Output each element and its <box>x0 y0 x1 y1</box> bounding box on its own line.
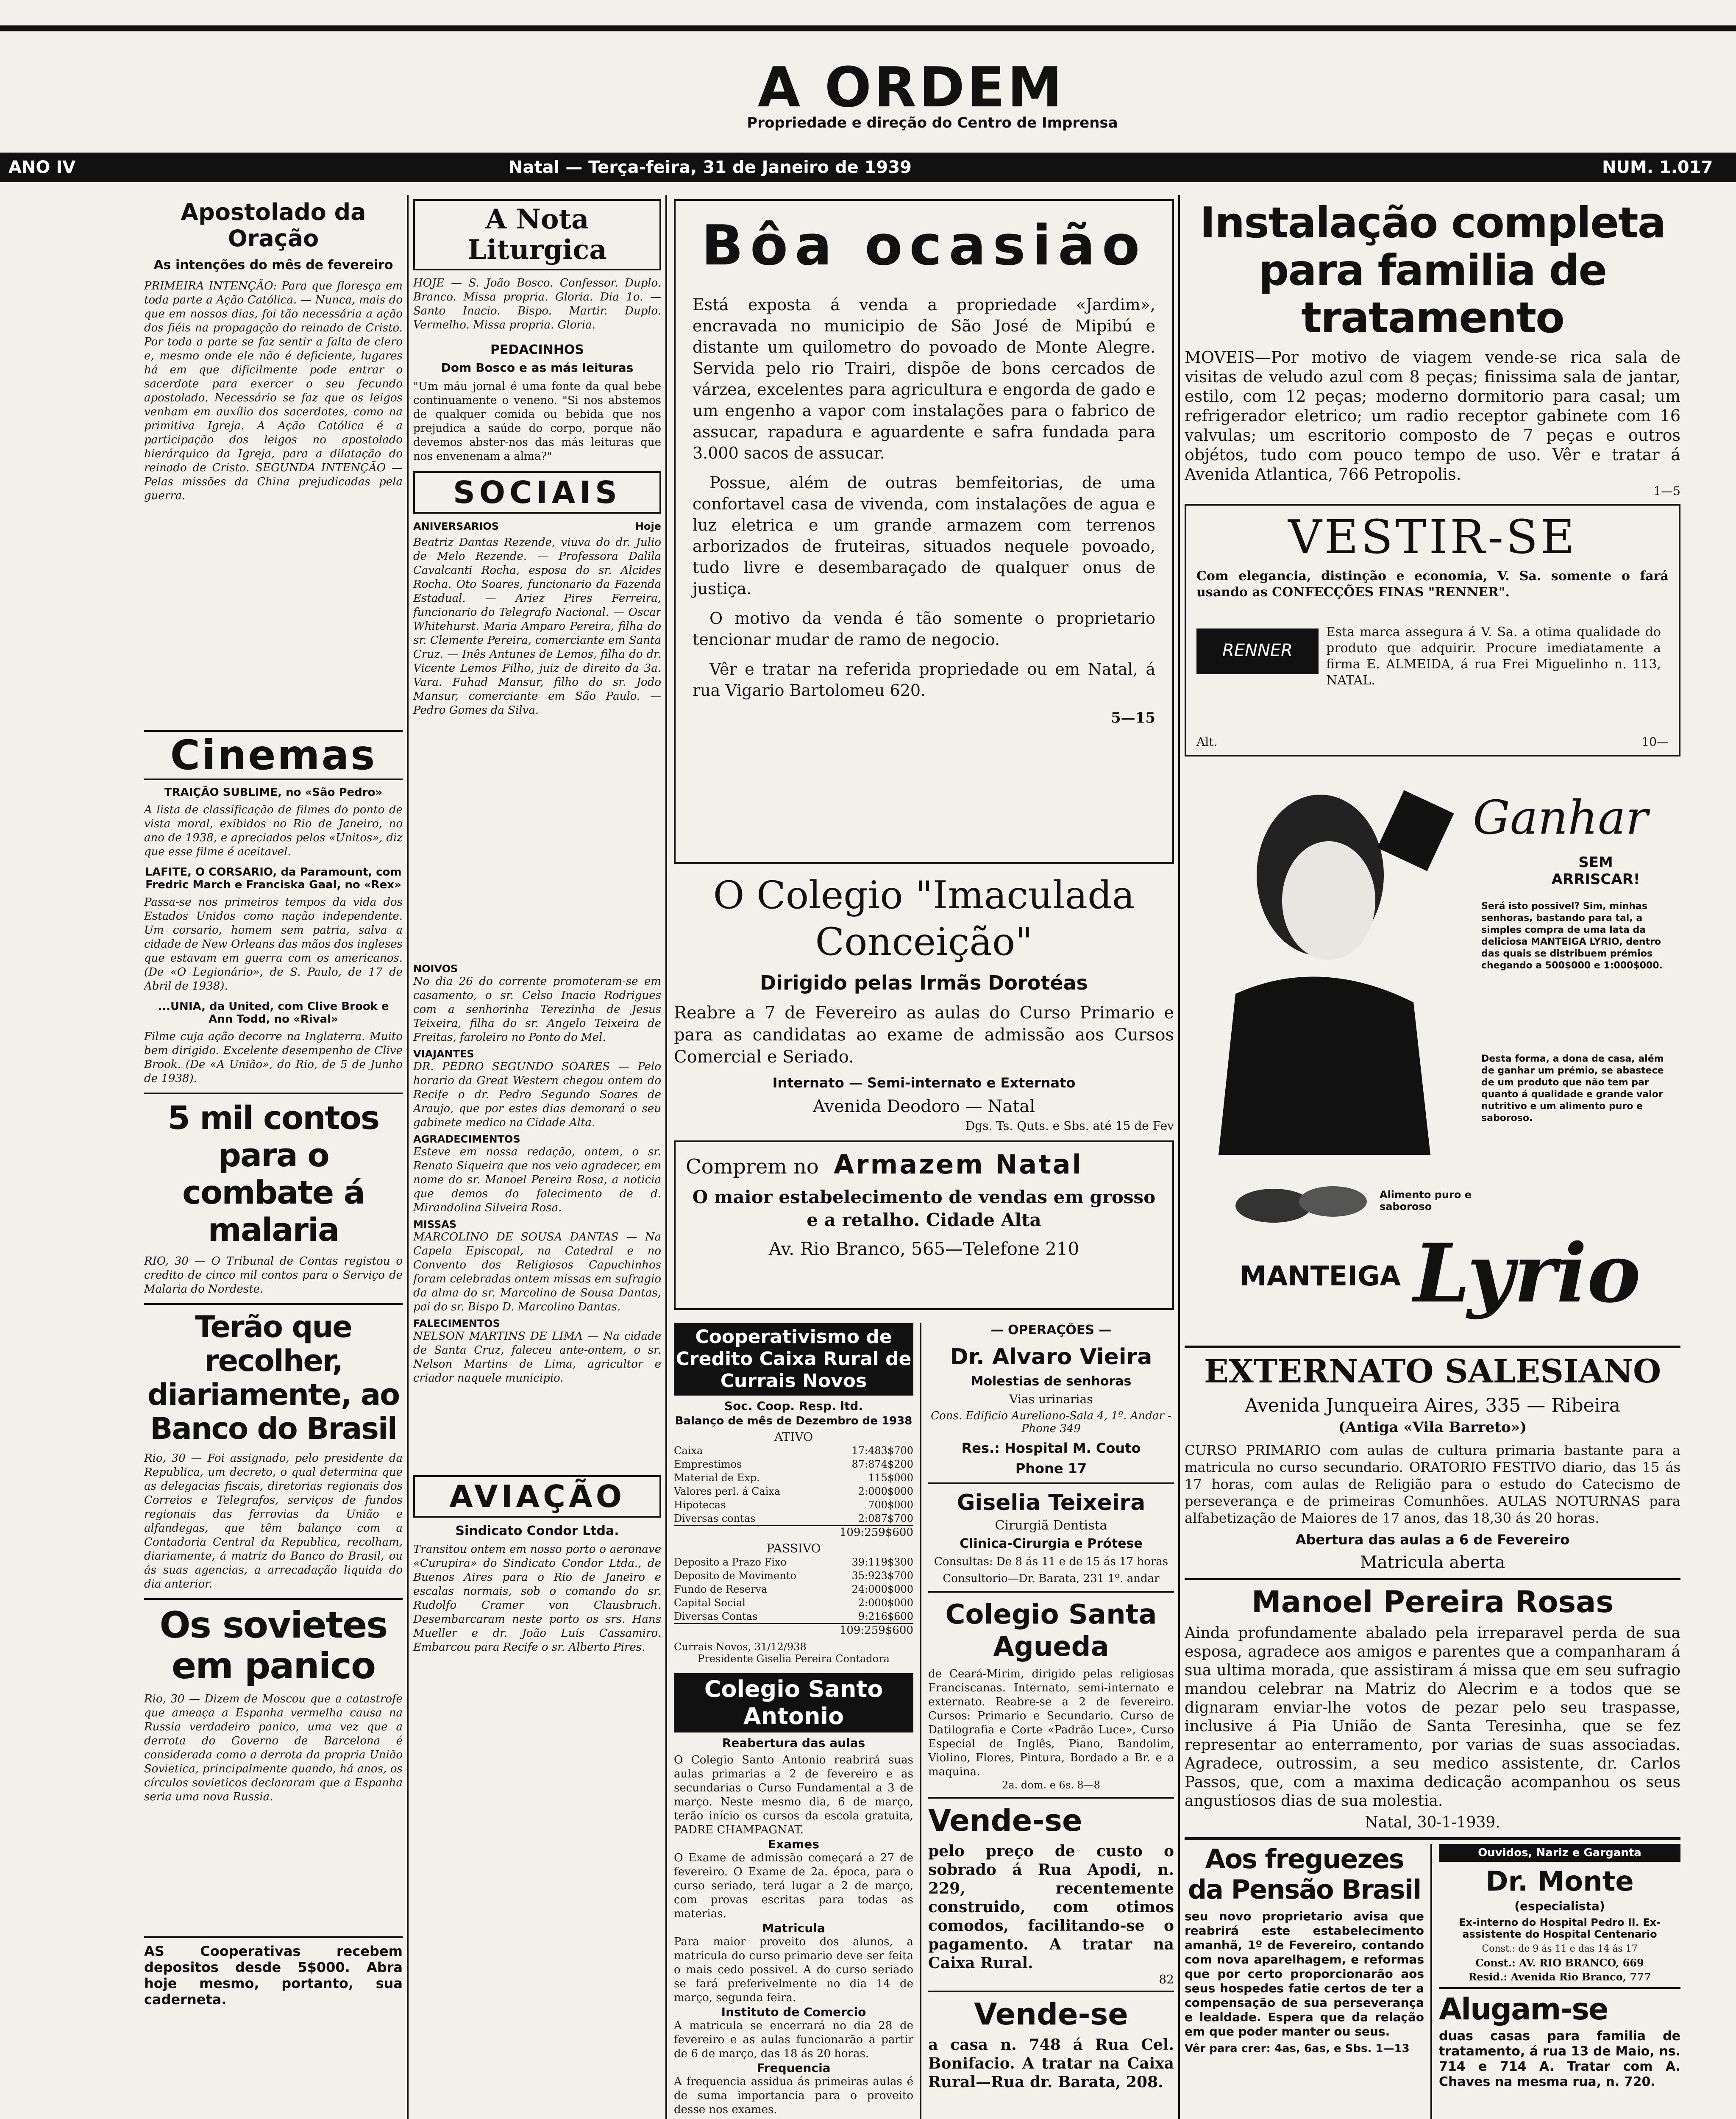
monte-body: Ex-interno do Hospital Pedro II. Ex-assistente do Hospital Centenario <box>1458 1916 1661 1940</box>
coop-title: Cooperativismo de Credito Caixa Rural de Currais Novos <box>674 1323 913 1396</box>
armazem-body: O maior estabelecimento de vendas em grosso e a retalho. Cidade Alta <box>692 1187 1156 1230</box>
balance-label: Material de Exp. <box>674 1472 760 1484</box>
colegio-ref: Dgs. Ts. Quts. e Sbs. até 15 de Fev <box>965 1119 1174 1133</box>
cinema-2-heading: LAFITE, O CORSARIO, da Paramount, com Fredric March e Franciska Gaal, no «Rex» <box>145 866 402 891</box>
balance-label: Diversas contas <box>674 1513 756 1524</box>
manteiga-ad <box>1185 765 1680 1341</box>
noivos-heading: NOIVOS <box>413 963 458 975</box>
pensao-brasil-footer: Vêr para crer: 4as, 6as, e Sbs. 1—13 <box>1185 2042 1410 2055</box>
balance-label: Fundo de Reserva <box>674 1583 768 1595</box>
missas-heading: MISSAS <box>413 1218 457 1230</box>
vende-se-1-title: Vende-se <box>928 1803 1082 1838</box>
apostolado-title: Apostolado da Oração <box>181 199 366 252</box>
santo-antonio-body-5: A frequencia assidua ás primeiras aulas é de suma importancia para o proveito desse nos exames. <box>674 2075 913 2116</box>
vende-se-1-ref: 82 <box>1159 1972 1174 1986</box>
sovietes-title: Os sovietes em panico <box>159 1604 387 1687</box>
alugam-se-title: Alugam-se <box>1439 1992 1608 2027</box>
balance-value: 2:000$000 <box>858 1597 913 1609</box>
woman-illustration <box>1193 773 1456 1155</box>
ativo-table <box>674 1444 913 1525</box>
externato-address: Avenida Junqueira Aires, 335 — Ribeira <box>1244 1395 1621 1416</box>
passivo-total: 109:259$600 <box>674 1623 913 1637</box>
balance-value: 24:000$000 <box>851 1583 913 1595</box>
santo-antonio-body: O Colegio Santo Antonio reabrirá suas aulas primarias a 2 de fevereiro e as secundarias o Curso Fundamental a 3 de março. Neste mesmo dia, 6 de março, terão início os cursos da escola gratuita, PADRE CHAMPAGNAT. <box>674 1754 913 1836</box>
sociais-title: SOCIAIS <box>453 475 622 510</box>
balance-value: 39:119$300 <box>851 1556 913 1568</box>
alvaro-phone: Phone 17 <box>1015 1460 1087 1477</box>
colegio-imaculada-subtitle: Dirigido pelas Irmãs Dorotéas <box>760 971 1088 994</box>
agueda-title: Colegio Santa Agueda <box>945 1599 1157 1663</box>
balance-label: Deposito a Prazo Fixo <box>674 1556 787 1568</box>
dateline-bar <box>0 153 1736 182</box>
balance-row <box>674 1569 913 1582</box>
externato-body: CURSO PRIMARIO com aulas de cultura primaria bastante para a matricula no curso secundario. ORATORIO FESTIVO diario, das 15 ás 17 horas, com aulas de Religião para o estudo do Catecismo de perseverança e de primeiras Comunhões. AULAS NOTURNAS para alfabetização de Maiores de 17 anos, das 18,30 ás 20 horas. <box>1185 1442 1680 1526</box>
coop-balanco: Balanço de mês de Dezembro de 1938 <box>675 1415 913 1427</box>
santo-antonio-body-3: Para maior proveito dos alunos, a matricula do curso primario deve ser feita o mais cedo possivel. A do curso seriado se fará preferivelmente no dia 14 de março, segunda feira. <box>674 1935 913 2004</box>
column-3-lower <box>674 1323 1174 2119</box>
balance-value: 9:216$600 <box>858 1610 913 1622</box>
vende-se-2-body: a casa n. 748 á Rua Cel. Bonifacio. A tratar na Caixa Rural—Rua dr. Barata, 208. <box>928 2036 1174 2091</box>
armazem-intro: Comprem no <box>686 1155 819 1179</box>
santo-antonio-frequencia: Frequencia <box>757 2061 831 2075</box>
instalacao-title: Instalação completa para familia de tratamento <box>1199 199 1666 342</box>
instalacao-body: MOVEIS—Por motivo de viagem vende-se rica sala de visitas de veludo azul com 8 peças; finissima sala de jantar, estilo, com 12 peças; moderno dormitorio para casal; um refrigerador eletrico; um radio receptor gabinete com 16 valvulas; um escritorio composto de 7 peças e outros objétos, tudo com pouco tempo de uso. Vêr e tratar á Avenida Atlantica, 766 Petropolis. <box>1185 348 1680 484</box>
balance-label: Deposito de Movimento <box>674 1570 796 1582</box>
renner-logo: RENNER <box>1196 628 1319 674</box>
santo-antonio-subtitle: Reabertura das aulas <box>722 1736 865 1750</box>
masthead-subtitle: Propriedade e direção do Centro de Imprensa <box>747 114 1118 131</box>
column-2 <box>413 199 661 2119</box>
nota-liturgica-body: HOJE — S. João Bosco. Confessor. Duplo. Branco. Missa propria. Gloria. Dia 1o. — Santo Inacio. Bispo. Martir. Duplo. Vermelho. Missa propria. Gloria. <box>413 277 661 331</box>
ganhar-headline: Ganhar <box>1473 790 1648 845</box>
column-3-right <box>928 1323 1174 2119</box>
balance-label: Valores perl. á Caixa <box>674 1485 781 1497</box>
agradecimentos-heading: AGRADECIMENTOS <box>413 1133 520 1145</box>
manteiga-body-2: Desta forma, a dona de casa, além de ganhar um prémio, se abastece de um produto que não tem par quanto á qualidade e grande valor nutritivo e um alimento puro e saboroso. <box>1481 1054 1664 1123</box>
noivos-body: No dia 26 do corrente promoteram-se em casamento, o sr. Celso Inacio Rodrigues com a senhorinha Terezinha de Jesus Teixeira, filha do sr. Angelo Teixeira de Freitas, faroleiro no Ponto do Mel. <box>413 975 661 1044</box>
giselia-hours: Consultas: De 8 ás 11 e de 15 ás 17 horas <box>934 1555 1168 1568</box>
balance-row <box>674 1457 913 1471</box>
butter-can-illustration <box>1227 1172 1371 1231</box>
vende-se-2-title: Vende-se <box>974 1997 1128 2032</box>
column-1 <box>144 199 403 2119</box>
agradecimentos-body: Esteve em nossa redação, ontem, o sr. Renato Siqueira que nos veio agradecer, em nome do sr. Manoel Pereira Rosa, a noticia que demos do falecimento de d. Mirandolina Silveira Rosa. <box>413 1146 661 1214</box>
alvaro-specialty: Molestias de senhoras <box>971 1374 1132 1389</box>
passivo-table <box>674 1555 913 1623</box>
monte-office: Const.: AV. RIO BRANCO, 669 <box>1475 1957 1644 1969</box>
colegio-internato: Internato — Semi-internato e Externato <box>772 1075 1076 1091</box>
malaria-body: RIO, 30 — O Tribunal de Contas registou o credito de cinco mil contos para o Serviço de Malaria do Nordeste. <box>144 1255 403 1296</box>
viajantes-heading: VIAJANTES <box>413 1048 474 1060</box>
boa-ocasiao-body-2: Possue, além de outras bemfeitorias, de uma confortavel casa de vivenda, com instalações de agua e luz eletrica e um grande armazem com terrenos arborizados de fruteiras, situados nequele povoado, tudo livre e desembaraçado de qualquer onus de justiça. <box>693 473 1155 598</box>
condor-body: Transitou ontem em nosso porto o aeronave «Curupira» do Sindicato Condor Ltda., de Buenos Aires para o Rio de Janeiro e escalas normais, sob o comando do sr. Rudolfo Cramer von Clausbruch. Desembarcaram neste porto os srs. Hans Mueller e dr. João Luís Cassamiro. Embarcou para Recife o sr. Alberto Pires. <box>413 1543 661 1654</box>
pedacinhos-title: PEDACINHOS <box>490 342 584 357</box>
aniversarios-label: ANIVERSARIOS <box>413 520 499 532</box>
balance-value: 2:087$700 <box>858 1513 913 1524</box>
vestir-se-title: VESTIR-SE <box>1288 510 1577 564</box>
balance-row <box>674 1555 913 1569</box>
balance-label: Emprestimos <box>674 1458 742 1470</box>
alvaro-name: Dr. Alvaro Vieira <box>950 1344 1152 1370</box>
column-rule <box>665 195 667 2119</box>
cinema-1-heading: TRAIÇÃO SUBLIME, no «São Pedro» <box>164 786 383 799</box>
column-3 <box>674 199 1174 2119</box>
cinema-3-body: Filme cuja ação decorre na Inglaterra. Muito bem dirigido. Excelente desempenho de Clive Brook. (De «A União», do Rio, de 5 de Junho de 1938). <box>144 1030 403 1085</box>
hoje-label: Hoje <box>635 520 661 532</box>
giselia-name: Giselia Teixeira <box>957 1490 1146 1516</box>
passivo-label: PASSIVO <box>766 1541 821 1555</box>
externato-title: EXTERNATO SALESIANO <box>1204 1352 1661 1390</box>
dr-monte-ad <box>1439 1844 1680 2119</box>
colegio-address: Avenida Deodoro — Natal <box>813 1097 1035 1116</box>
balance-row <box>674 1485 913 1498</box>
agueda-body: de Ceará-Mirim, dirigido pelas religiosas Franciscanas. Internato, semi-internato e externato. Reabre-se a 2 de fevereiro. Cursos: Primario e Secundario. Curso de Datilografia e Corte «Padrão Luce», Curso Especial de Inglês, Piano, Bandolim, Violino, Flores, Pintura, Bordado a Br. e a maquina. <box>928 1668 1174 1778</box>
balance-row <box>674 1582 913 1596</box>
boa-ocasiao-body: Está exposta á venda a propriedade «Jardim», encravada no municipio de São José de Mipibú e distante um quilometro do povoado de Monte Alegre. Servida pelo rio Trairi, dispõe de bons cercados de várzea, excelentes para agricultura e engorda de gado e um engenho a vapor com instalações para o fabrico de assucar, rapadura e aguardente e safra fundada para 3.000 sacos de assucar. <box>693 295 1155 462</box>
pensao-brasil-body: seu novo proprietario avisa que reabrirá este estabelecimento amanhã, 1º de Fevereiro, contando com nova aparelhagem, e reformas que por certo proporcionarão aos seus hospedes fatie certos de ter a compensação de sua perseverança e lealdade. Espera que da relação em que poder manter ou seus. <box>1185 1909 1424 2038</box>
monte-name: Dr. Monte <box>1486 1866 1634 1897</box>
sem-arriscar: SEM ARRISCAR! <box>1551 854 1640 888</box>
boa-ocasiao-body-4: Vêr e tratar na referida propriedade ou em Natal, á rua Vigario Bartolomeu 620. <box>693 660 1155 700</box>
operacoes-heading: — OPERAÇÕES — <box>990 1323 1112 1338</box>
externato-abertura: Abertura das aulas a 6 de Fevereiro <box>1295 1532 1570 1548</box>
falecimentos-body: NELSON MARTINS DE LIMA — Na cidade de Santa Cruz, faleceu ante-ontem, o sr. Nelson Martins de Lima, agricultor e criador naquele municipio. <box>413 1330 661 1385</box>
balance-value: 87:874$200 <box>851 1458 913 1470</box>
balance-label: Hipotecas <box>674 1499 726 1511</box>
vestir-se-body: Com elegancia, distinção e economia, V. Sa. somente o fará usando as CONFECÇÕES FINAS "RENNER". <box>1196 569 1669 600</box>
issue-number: NUM. 1.017 <box>1602 158 1713 177</box>
colegio-imaculada-title: O Colegio "Imaculada Conceição" <box>713 873 1135 964</box>
externato-matricula: Matricula aberta <box>1360 1553 1505 1572</box>
boa-ocasiao-title: Bôa ocasião <box>701 213 1147 278</box>
giselia-title: Cirurgiã Dentista <box>995 1518 1107 1533</box>
column-rule <box>407 195 409 2119</box>
column-4 <box>1185 199 1680 2119</box>
alvaro-office: Cons. Edificio Aureliano-Sala 4, 1º. Andar - Phone 349 <box>931 1410 1171 1435</box>
top-rule <box>0 25 1736 31</box>
santo-antonio-body-4: A matricula se encerrará no dia 28 de fevereiro e as aulas funcionarão a partir de 6 de março, das 18 ás 20 horas. <box>674 2019 913 2060</box>
santo-antonio-instituto: Instituto de Comercio <box>721 2005 866 2019</box>
balance-row <box>674 1610 913 1623</box>
vestir-se-ref: 10— <box>1641 735 1669 749</box>
santo-antonio-exames: Exames <box>768 1837 819 1851</box>
issue-date: Natal — Terça-feira, 31 de Janeiro de 1939 <box>509 158 912 177</box>
instalacao-ref: 1—5 <box>1653 484 1680 498</box>
coop-ad: AS Cooperativas recebem depositos desde 5$000. Abra hoje mesmo, portanto, sua caderneta. <box>144 1943 403 2008</box>
balance-value: 115$000 <box>868 1472 913 1484</box>
falecimentos-heading: FALECIMENTOS <box>413 1318 500 1329</box>
giselia-address: Consultorio—Dr. Barata, 231 1º. andar <box>943 1572 1160 1585</box>
banco-title: Terão que recolher, diariamente, ao Banco do Brasil <box>147 1310 400 1446</box>
lyrio-logo: Lyrio <box>1413 1226 1641 1321</box>
cinema-3-heading: ...UNIA, da United, com Clive Brook e Ann Todd, no «Rival» <box>158 1000 389 1026</box>
pedacinhos-body: "Um máu jornal é uma fonte da qual bebe continuamente o veneno. "Si nos abstemos de qualquer comida ou bebida que nos prejudica a saúde do corpo, porque não devemos abster-nos das más leituras que nos envenenam a alma?" <box>413 380 661 463</box>
coop-subtitle: Soc. Coop. Resp. ltd. <box>724 1399 863 1413</box>
manoel-body: Ainda profundamente abalado pela irreparavel perda de sua esposa, agradece aos amigos e parentes que a companharam á sua ultima morada, que assistiram á missa que em seu sufragio mandou celebrar na Matriz do Alecrim e a todos que se dignaram enviar-lhe votos de pezar pelo seu traspasse, inclusive á Pia União de Santa Teresinha, que se fez representar ao enterramento, por varias de suas associadas. Agradece, outrossim, a seu medico assistente, dr. Carlos Passos, que, com a maxima dedicação acompanhou os seus angustiosos dias de sua molestia. <box>1185 1624 1680 1810</box>
alvaro-vias: Vias urinarias <box>1009 1392 1093 1406</box>
monte-residence: Resid.: Avenida Rio Branco, 777 <box>1468 1971 1651 1983</box>
column-3-left <box>674 1323 913 2119</box>
balance-label: Caixa <box>674 1445 703 1457</box>
colegio-imaculada-body: Reabre a 7 de Fevereiro as aulas do Curso Primario e para as candidatas ao exame de admissão aos Cursos Comercial e Seriado. <box>674 1003 1174 1067</box>
santo-antonio-body-2: O Exame de admissão começará a 27 de fevereiro. O Exame de 2a. época, para o curso seriado, terá lugar a 2 de março, com provas escritas para todas as materias. <box>674 1852 913 1920</box>
alimento-label: Alimento puro e saboroso <box>1380 1189 1472 1212</box>
balance-label: Capital Social <box>674 1597 746 1609</box>
ativo-label: ATIVO <box>774 1430 813 1444</box>
malaria-title: 5 mil contos para o combate á malaria <box>167 1099 379 1249</box>
balance-value: 17:483$700 <box>851 1445 913 1457</box>
balance-value: 700$000 <box>868 1499 913 1511</box>
balance-row <box>674 1498 913 1512</box>
masthead-title: A ORDEM <box>757 55 1065 114</box>
ativo-total: 109:259$600 <box>674 1525 913 1539</box>
column-4-bottom <box>1185 1844 1680 2119</box>
boa-ocasiao-ref: 5—15 <box>1111 709 1155 726</box>
condor-heading: Sindicato Condor Ltda. <box>455 1524 619 1538</box>
pensao-brasil-ad <box>1185 1844 1424 2119</box>
sovietes-body: Rio, 30 — Dizem de Moscou que a catastrofe que ameaça a Espanha vermelha causa na Russia verdadeiro panico, uma vez que a derrota do Governo de Barcelona é considerada como a derrota da propria União Sovietica, principalmente quando, há anos, os círculos sovieticos declararam que a Espanha seria uma nova Russia. <box>144 1693 403 1803</box>
apostolado-subtitle: As intenções do mês de fevereiro <box>153 258 393 273</box>
vestir-se-body-2: Esta marca assegura á V. Sa. a otima qualidade do produto que adquirir. Procure imediatamente a firma E. ALMEIDA, á rua Frei Miguelinho n. 113, NATAL. <box>1326 625 1661 688</box>
sociais-body: Beatriz Dantas Rezende, viuva do dr. Julio de Melo Rezende. — Professora Dalila Cavalcanti Rocha, esposa do sr. Alcides Rocha. Oto Soares, funcionario da Fazenda Estadual. — Ariez Pires Ferreira, funcionario do Telegrafo Nacional. — Oscar Whitehurst. Maria Amparo Pereira, filha do sr. Clemente Pereira, comerciante em Santa Cruz. — Inês Antunes de Lemos, filha do dr. Vicente Lemos Filho, juiz de direito da 3a. Vara. Fuhad Mansur, filho do sr. Jodo Mansur, comerciante em São Paulo. — Pedro Gomes da Silva. <box>413 536 661 717</box>
balance-row <box>674 1471 913 1485</box>
pedacinhos-subtitle: Dom Bosco e as más leituras <box>441 361 634 375</box>
armazem-name: Armazem Natal <box>834 1149 1083 1180</box>
santo-antonio-matricula: Matricula <box>762 1921 825 1935</box>
vestir-se-alt: Alt. <box>1196 735 1218 749</box>
aviacao-title: AVIAÇÃO <box>449 1479 625 1514</box>
cinema-1-body: A lista de classificação de filmes do ponto de vista moral, exibidos no Rio de Janeiro, no ano de 1938, e apreciados pelos «Unitos», diz que esse filme é aceitavel. <box>144 804 403 858</box>
balance-row <box>674 1512 913 1525</box>
issue-year: ANO IV <box>8 158 76 177</box>
apostolado-body: PRIMEIRA INTENÇÃO: Para que floresça em toda parte a Ação Católica. — Nunca, mais do que em nossos dias, foi tão necessária a ação dos fiéis na propagação do reinado de Cristo. Por toda a parte se faz sentir a falta de clero e, mesmo onde ele não é deficiente, lugares há em que dificilmente pode entrar o sacerdote para exercer o seu fecundo apostolado. Necessário se faz que os leigos venham em auxílio dos sacerdotes, como na primitiva Igreja. A Ação Católica é a participação dos leigos no apostolado hierárquico da Igreja, para a dilatação do reinado de Cristo. SEGUNDA INTENÇÃO — Pelas missões da China prejudicadas pela guerra. <box>144 280 403 502</box>
manoel-title: Manoel Pereira Rosas <box>1251 1585 1614 1619</box>
manteiga-label: MANTEIGA <box>1240 1261 1401 1292</box>
balance-value: 35:923$700 <box>851 1570 913 1582</box>
externato-subtitle: (Antiga «Vila Barreto») <box>1338 1419 1527 1436</box>
pensao-brasil-title: Aos freguezes da Pensão Brasil <box>1188 1844 1421 1905</box>
viajantes-body: DR. PEDRO SEGUNDO SOARES — Pelo horario da Great Western chegou ontem do Recife o dr. Pedro Segundo Soares de Araujo, que por estes dias demorará o seu gabinete medico na Cidade Alta. <box>413 1060 661 1129</box>
column-rule <box>1178 195 1180 2119</box>
manteiga-body: Será isto possivel? Sim, minhas senhoras, bastando para tal, a simples compra de uma lata da deliciosa MANTEIGA LYRIO, dentro das quais se distribuem prémios chegando a 500$000 e 1:000$000. <box>1481 901 1663 971</box>
balance-row <box>674 1444 913 1457</box>
cinema-2-body: Passa-se nos primeiros tempos da vida dos Estados Unidos como nação independente. Um corsario, homem sem patria, salva a cidade de New Orleans das mãos dos ingleses que estavam em guerra com os americanos. (De «O Legionário», de S. Paulo, de 17 de Abril de 1938). <box>144 896 403 993</box>
monte-hours: Const.: de 9 ás 11 e das 14 ás 17 <box>1482 1944 1638 1954</box>
coop-footer: Currais Novos, 31/12/938 <box>674 1641 807 1653</box>
balance-value: 2:000$000 <box>858 1485 913 1497</box>
coop-signature: Presidente Giselia Pereira Contadora <box>698 1653 890 1665</box>
manoel-date: Natal, 30-1-1939. <box>1365 1814 1500 1831</box>
giselia-specialty: Clinica-Cirurgia e Prótese <box>960 1536 1143 1551</box>
santo-antonio-title: Colegio Santo Antonio <box>674 1673 913 1732</box>
missas-body: MARCOLINO DE SOUSA DANTAS — Na Capela Episcopal, na Catedral e no Convento dos Religiosos Capuchinhos foram celebradas ontem missas em sufragio da alma do sr. Marcolino de Sousa Dantas, pai do sr. Bispo D. Marcolino Dantas. <box>413 1231 661 1313</box>
armazem-address: Av. Rio Branco, 565—Telefone 210 <box>768 1238 1079 1259</box>
monte-specialty: (especialista) <box>1514 1899 1605 1913</box>
balance-row <box>674 1596 913 1610</box>
nota-liturgica-title: A Nota Liturgica <box>467 203 607 266</box>
banco-body: Rio, 30 — Foi assignado, pelo presidente da Republica, um decreto, o qual determina que as delegacias fiscais, diretorias regionais dos Correios e Telegrafos, serviços de fundos regionais das ferrovias da União e alfandegas, que têm balanço com a Contadoria Central da Republica, recolham, diariamente, á matriz do Banco do Brasil, ou ás suas agencias, a arrecadação liquida do dia anterior. <box>144 1452 403 1591</box>
monte-heading: Ouvidos, Nariz e Garganta <box>1439 1844 1680 1862</box>
balance-label: Diversas Contas <box>674 1610 758 1622</box>
boa-ocasiao-body-3: O motivo da venda é tão somente o proprietario tencionar mudar de ramo de negocio. <box>693 609 1155 649</box>
cinemas-title: Cinemas <box>170 731 377 779</box>
vende-se-1-body: pelo preço de custo o sobrado á Rua Apodi, n. 229, recentemente construido, com otimos comodos, facilitando-se o pagamento. A tratar na Caixa Rural. <box>928 1842 1174 1972</box>
alugam-se-body: duas casas para familia de tratamento, á rua 13 de Maio, ns. 714 e 714 A. Tratar com A. Chaves na mesma rua, n. 720. <box>1439 2029 1680 2089</box>
agueda-footer: 2a. dom. e 6s. 8—8 <box>1002 1779 1100 1791</box>
alvaro-residence: Res.: Hospital M. Couto <box>961 1440 1141 1456</box>
